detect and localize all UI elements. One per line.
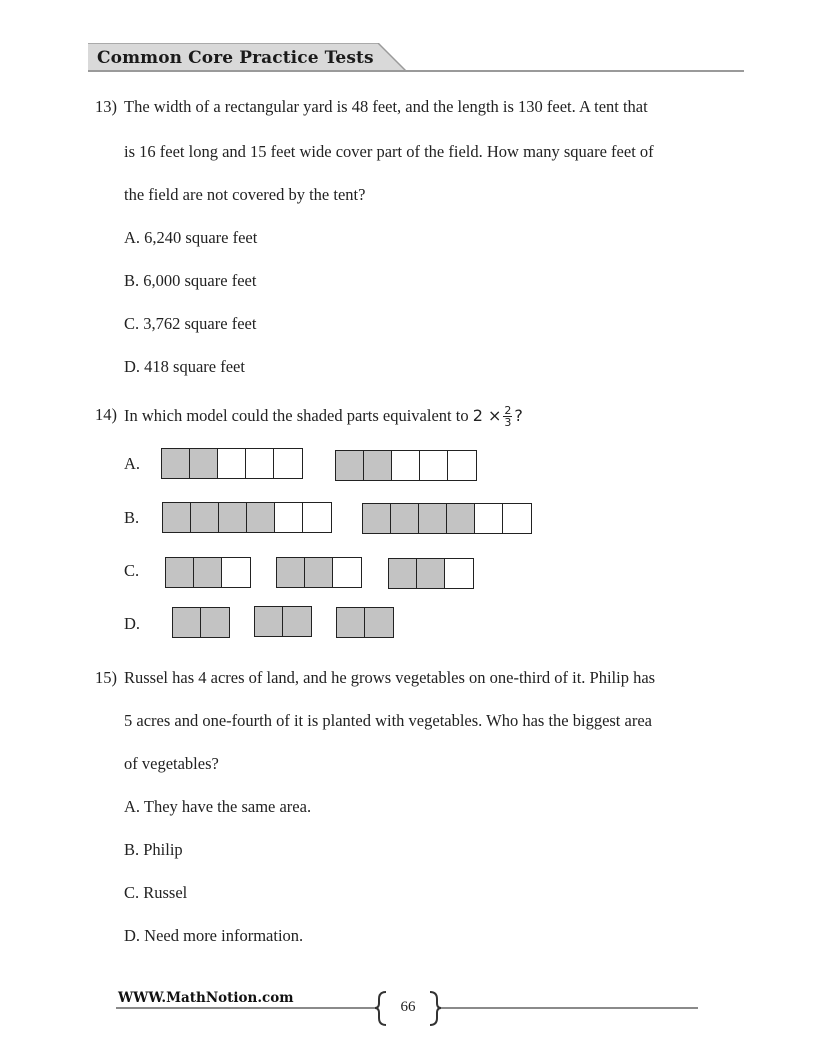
shaded-cell (389, 559, 417, 588)
shaded-cell (163, 503, 191, 532)
page-header (88, 43, 748, 75)
shaded-cell (305, 558, 333, 587)
question-text-line: 5 acres and one-fourth of it is planted with vegetables. Who has the biggest area (124, 711, 652, 730)
empty-cell (222, 558, 250, 587)
shaded-cell (277, 558, 305, 587)
fraction-bar (254, 606, 312, 637)
shaded-cell (247, 503, 275, 532)
shaded-cell (337, 608, 365, 637)
shaded-cell (336, 451, 364, 480)
shaded-cell (194, 558, 222, 587)
fraction (503, 405, 512, 428)
fraction-bar (388, 558, 474, 589)
fraction-bar (362, 503, 532, 534)
empty-cell (503, 504, 531, 533)
shaded-cell (417, 559, 445, 588)
empty-cell (246, 449, 274, 478)
empty-cell (333, 558, 361, 587)
shaded-cell (201, 608, 229, 637)
question-text-line: is 16 feet long and 15 feet wide cover part of the field. How many square feet of (124, 142, 654, 161)
fraction-bar (162, 502, 332, 533)
shaded-cell (365, 608, 393, 637)
question-number: 15) (95, 668, 117, 687)
empty-cell (275, 503, 303, 532)
empty-cell (218, 449, 246, 478)
shaded-cell (191, 503, 219, 532)
answer-option-a[interactable]: A. They have the same area. (124, 797, 312, 816)
shaded-cell (255, 607, 283, 636)
fraction-bar (335, 450, 477, 481)
fraction-bar (336, 607, 394, 638)
answer-option-b[interactable]: B. 6,000 square feet (124, 271, 257, 290)
question-text-line (124, 405, 523, 428)
shaded-cell (162, 449, 190, 478)
shaded-cell (283, 607, 311, 636)
answer-option-d[interactable]: D. Need more information. (124, 926, 304, 945)
question-number: 14) (95, 405, 117, 424)
empty-cell (392, 451, 420, 480)
footer-website[interactable]: WWW.MathNotion.com (118, 990, 294, 1006)
question-text-line: Russel has 4 acres of land, and he grows vegetables on one-third of it. Philip has (124, 668, 656, 687)
answer-option-c[interactable]: C. 3,762 square feet (124, 314, 257, 333)
model-label: C. (124, 561, 140, 580)
shaded-cell (419, 504, 447, 533)
empty-cell (475, 504, 503, 533)
shaded-cell (219, 503, 247, 532)
fraction-bar (165, 557, 251, 588)
question-text-line: The width of a rectangular yard is 48 feet, and the length is 130 feet. A tent that (124, 97, 648, 116)
expression-whole: 2 × (472, 406, 502, 425)
shaded-cell (363, 504, 391, 533)
empty-cell (420, 451, 448, 480)
shaded-cell (166, 558, 194, 587)
question-text-line: of vegetables? (124, 754, 219, 773)
shaded-cell (391, 504, 419, 533)
model-label: B. (124, 508, 140, 527)
empty-cell (445, 559, 473, 588)
empty-cell (448, 451, 476, 480)
answer-option-a[interactable]: A. 6,240 square feet (124, 228, 258, 247)
question-text-line: the field are not covered by the tent? (124, 185, 366, 204)
shaded-cell (190, 449, 218, 478)
fraction-denominator: 3 (504, 416, 512, 429)
answer-option-d[interactable]: D. 418 square feet (124, 357, 245, 376)
answer-option-c[interactable]: C. Russel (124, 883, 188, 902)
fraction-bar (276, 557, 362, 588)
page-number: 66 (400, 999, 416, 1015)
header-title: Common Core Practice Tests (97, 48, 374, 68)
empty-cell (274, 449, 302, 478)
math-expression (472, 404, 523, 429)
fraction-numerator: 2 (504, 404, 512, 417)
model-label: A. (124, 454, 141, 473)
shaded-cell (364, 451, 392, 480)
question-prompt: In which model could the shaded parts equivalent to (124, 406, 469, 425)
empty-cell (303, 503, 331, 532)
question-number: 13) (95, 97, 117, 116)
expression-end: ? (514, 406, 523, 425)
shaded-cell (447, 504, 475, 533)
fraction-bar (161, 448, 303, 479)
shaded-cell (173, 608, 201, 637)
answer-option-b[interactable]: B. Philip (124, 840, 183, 859)
model-label: D. (124, 614, 141, 633)
fraction-bar (172, 607, 230, 638)
